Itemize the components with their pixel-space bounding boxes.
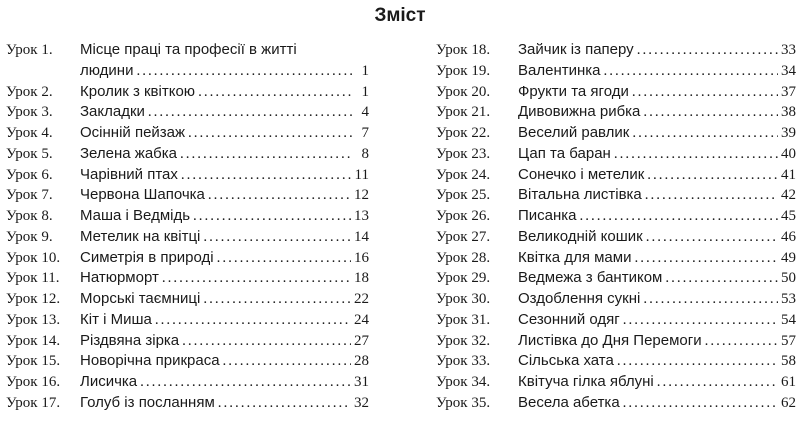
lesson-number: Урок 30. xyxy=(436,291,491,307)
dot-leader xyxy=(645,185,778,206)
page-number: 42 xyxy=(781,187,796,204)
dot-leader xyxy=(632,82,778,103)
dot-leader xyxy=(604,61,779,82)
dot-leader xyxy=(218,393,351,414)
page-number: 24 xyxy=(354,311,369,328)
toc-line xyxy=(518,61,796,82)
page-number: 39 xyxy=(781,125,796,141)
toc-line xyxy=(518,289,796,310)
toc-entry xyxy=(436,331,796,352)
page-number: 37 xyxy=(781,83,796,100)
lesson-number: Урок 12. xyxy=(6,291,61,307)
toc-entry xyxy=(436,248,796,269)
toc-entry xyxy=(436,206,796,227)
dot-leader xyxy=(136,61,352,82)
dot-leader xyxy=(148,102,352,123)
lesson-title: Ведмежа з бантиком xyxy=(518,269,663,287)
toc-entry xyxy=(436,185,796,206)
page-number: 61 xyxy=(781,374,796,390)
toc-line xyxy=(518,123,796,144)
toc-line xyxy=(80,61,369,82)
lesson-number: Урок 21. xyxy=(436,104,491,121)
toc-entry xyxy=(436,289,796,310)
toc-line xyxy=(518,102,796,123)
toc-entry-body xyxy=(518,40,796,61)
toc-entry xyxy=(6,206,369,227)
toc-column-right xyxy=(436,40,796,414)
dot-leader xyxy=(217,248,351,269)
dot-leader xyxy=(623,393,778,414)
toc-entry-body xyxy=(80,393,369,414)
toc-entry-body xyxy=(80,227,369,248)
lesson-title: Великодній кошик xyxy=(518,227,643,245)
page-number: 62 xyxy=(781,394,796,411)
dot-leader xyxy=(646,227,778,248)
toc-entry-body xyxy=(80,351,369,372)
lesson-number: Урок 14. xyxy=(6,332,61,349)
lesson-number: Урок 5. xyxy=(6,145,53,162)
toc-entry-body xyxy=(80,165,369,186)
toc-line xyxy=(80,268,369,289)
lesson-title: Сезонний одяг xyxy=(518,310,620,328)
toc-line xyxy=(80,351,369,372)
toc-line xyxy=(80,206,369,227)
toc-entry xyxy=(436,372,796,393)
toc-entry xyxy=(436,165,796,186)
lesson-number: Урок 2. xyxy=(6,83,53,100)
dot-leader xyxy=(193,206,351,227)
page-number: 49 xyxy=(781,249,796,266)
page-number: 7 xyxy=(361,125,369,141)
lesson-title: Писанка xyxy=(518,207,577,224)
toc-entry-body xyxy=(518,227,796,248)
toc-entry-body xyxy=(80,185,369,206)
lesson-number: Урок 13. xyxy=(6,311,61,328)
dot-leader xyxy=(643,289,778,310)
toc-entry xyxy=(436,227,796,248)
toc-entry xyxy=(6,123,369,144)
lesson-title: Фрукти та ягоди xyxy=(518,82,629,100)
toc-entry xyxy=(6,102,369,123)
lesson-number: Урок 29. xyxy=(436,270,491,287)
lesson-title: Осінній пейзаж xyxy=(80,124,186,141)
toc-entry xyxy=(6,393,369,414)
page-number: 50 xyxy=(781,270,796,287)
dot-leader xyxy=(182,331,351,352)
lesson-title: Кіт і Миша xyxy=(80,310,152,328)
toc-line xyxy=(80,331,369,352)
dot-leader xyxy=(657,372,778,393)
toc-line xyxy=(80,227,369,248)
lesson-number: Урок 34. xyxy=(436,374,491,390)
dot-leader xyxy=(617,351,778,372)
page-number: 14 xyxy=(354,228,369,245)
page-number: 41 xyxy=(781,166,796,183)
toc-entry-body xyxy=(80,40,369,82)
page-number: 54 xyxy=(781,311,796,328)
lesson-title: Дивовижна рибка xyxy=(518,103,641,121)
lesson-number: Урок 25. xyxy=(436,187,491,204)
dot-leader xyxy=(665,268,778,289)
toc-line xyxy=(518,206,796,227)
toc-line xyxy=(518,185,796,206)
lesson-title: Вітальна листівка xyxy=(518,186,642,204)
toc-entry xyxy=(6,310,369,331)
toc-line xyxy=(80,102,369,123)
lesson-title: Весела абетка xyxy=(518,393,620,411)
toc-line xyxy=(518,248,796,269)
toc-line xyxy=(518,268,796,289)
page-number: 16 xyxy=(354,249,369,266)
toc-entry-body xyxy=(518,185,796,206)
page-number: 18 xyxy=(354,270,369,287)
dot-leader xyxy=(180,144,352,165)
toc-entry xyxy=(6,165,369,186)
toc-line xyxy=(80,372,369,393)
lesson-title: Чарівний птах xyxy=(80,165,178,183)
dot-leader xyxy=(705,331,778,352)
lesson-number: Урок 28. xyxy=(436,249,491,266)
lesson-title: Голуб із посланням xyxy=(80,393,215,411)
toc-entry xyxy=(436,351,796,372)
page-number: 4 xyxy=(361,104,369,121)
toc-entry xyxy=(6,185,369,206)
page-number: 46 xyxy=(781,228,796,245)
lesson-number: Урок 6. xyxy=(6,166,53,183)
dot-leader xyxy=(140,372,351,393)
lesson-number: Урок 32. xyxy=(436,332,491,349)
toc-entry xyxy=(436,310,796,331)
dot-leader xyxy=(208,185,351,206)
page-number: 45 xyxy=(781,208,796,224)
toc-entry xyxy=(6,82,369,103)
page-number: 13 xyxy=(354,208,369,224)
lesson-number: Урок 4. xyxy=(6,125,53,141)
toc-entry-body xyxy=(518,393,796,414)
dot-leader xyxy=(203,289,351,310)
toc-entry xyxy=(436,268,796,289)
toc-entry xyxy=(6,372,369,393)
dot-leader xyxy=(623,310,778,331)
toc-line xyxy=(518,331,796,352)
toc-entry xyxy=(436,144,796,165)
toc-line xyxy=(80,310,369,331)
toc-line xyxy=(80,82,369,103)
toc-line xyxy=(80,289,369,310)
lesson-title: Цап та баран xyxy=(518,144,611,162)
dot-leader xyxy=(643,102,778,123)
toc-entry-body xyxy=(80,289,369,310)
lesson-title: Веселий равлик xyxy=(518,124,630,141)
toc-entry-body xyxy=(80,372,369,393)
dot-leader xyxy=(162,268,351,289)
lesson-number: Урок 18. xyxy=(436,42,491,58)
dot-leader xyxy=(632,123,778,144)
toc-entry xyxy=(6,248,369,269)
lesson-title: Квітка для мами xyxy=(518,248,632,266)
toc-entry-body xyxy=(80,123,369,144)
toc-entry-body xyxy=(518,165,796,186)
toc-line xyxy=(518,310,796,331)
lesson-title: Сонечко і метелик xyxy=(518,165,645,183)
toc-line xyxy=(80,393,369,414)
page-number: 12 xyxy=(354,187,369,204)
dot-leader xyxy=(198,82,352,103)
toc-entry-body xyxy=(518,144,796,165)
toc-line xyxy=(80,40,369,61)
lesson-number: Урок 27. xyxy=(436,228,491,245)
page-number: 1 xyxy=(361,83,369,100)
lesson-title: Сільська хата xyxy=(518,352,614,370)
lesson-number: Урок 10. xyxy=(6,249,61,266)
toc-entry xyxy=(6,40,369,82)
lesson-number: Урок 17. xyxy=(6,394,61,411)
page-title: Зміст xyxy=(374,5,426,26)
dot-leader xyxy=(637,40,778,61)
toc-column-left xyxy=(6,40,369,414)
lesson-title: Кролик з квіткою xyxy=(80,82,196,100)
lesson-title: Маша і Ведмідь xyxy=(80,207,191,224)
toc-entry xyxy=(6,144,369,165)
lesson-number: Урок 9. xyxy=(6,228,53,245)
dot-leader xyxy=(155,310,351,331)
lesson-number: Урок 16. xyxy=(6,374,61,390)
page-number: 53 xyxy=(781,291,796,307)
lesson-number: Урок 3. xyxy=(6,104,53,121)
toc-entry-body xyxy=(518,331,796,352)
lesson-number: Урок 7. xyxy=(6,187,53,204)
toc-entry xyxy=(436,82,796,103)
toc-entry xyxy=(436,102,796,123)
dot-leader xyxy=(580,206,778,227)
lesson-title: Місце праці та професії в житті xyxy=(80,41,297,58)
lesson-title: Закладки xyxy=(80,103,145,121)
toc-line xyxy=(518,144,796,165)
toc-line xyxy=(518,393,796,414)
page-number: 32 xyxy=(354,394,369,411)
toc-line xyxy=(80,248,369,269)
page-number: 57 xyxy=(781,332,796,349)
toc-entry-body xyxy=(80,331,369,352)
toc-entry-body xyxy=(80,268,369,289)
lesson-title: Лисичка xyxy=(80,373,138,390)
toc-entry-body xyxy=(518,289,796,310)
lesson-number: Урок 23. xyxy=(436,145,491,162)
dot-leader xyxy=(634,248,778,269)
lesson-number: Урок 19. xyxy=(436,62,491,79)
toc-line xyxy=(80,123,369,144)
toc-entry xyxy=(436,123,796,144)
lesson-number: Урок 22. xyxy=(436,125,491,141)
dot-leader xyxy=(188,123,352,144)
lesson-number: Урок 31. xyxy=(436,311,491,328)
toc-entry-body xyxy=(518,310,796,331)
toc-entry xyxy=(6,227,369,248)
lesson-number: Урок 33. xyxy=(436,353,491,370)
toc-entry-body xyxy=(518,82,796,103)
toc-entry-body xyxy=(80,144,369,165)
lesson-number: Урок 20. xyxy=(436,83,491,100)
toc-line xyxy=(80,185,369,206)
lesson-number: Урок 11. xyxy=(6,270,60,287)
page-number: 8 xyxy=(361,145,369,162)
toc-entry-body xyxy=(80,206,369,227)
lesson-title: Симетрія в природі xyxy=(80,248,214,266)
page-number: 58 xyxy=(781,353,796,370)
lesson-number: Урок 24. xyxy=(436,166,491,183)
lesson-title: Оздоблення сукні xyxy=(518,290,641,307)
dot-leader xyxy=(223,351,351,372)
toc-line xyxy=(518,372,796,393)
toc-entry xyxy=(6,351,369,372)
lesson-number: Урок 8. xyxy=(6,208,53,224)
toc-line xyxy=(518,40,796,61)
page-number: 28 xyxy=(354,353,369,370)
dot-leader xyxy=(181,165,352,186)
lesson-title: Різдвяна зірка xyxy=(80,331,180,349)
toc-entry-body xyxy=(518,206,796,227)
page-number: 38 xyxy=(781,104,796,121)
toc-entry-body xyxy=(518,248,796,269)
toc-entry xyxy=(6,268,369,289)
page-number: 34 xyxy=(781,62,796,79)
toc-entry xyxy=(436,61,796,82)
lesson-title: Натюрморт xyxy=(80,269,159,287)
page-number: 27 xyxy=(354,332,369,349)
lesson-title: Листівка до Дня Перемоги xyxy=(518,331,702,349)
toc-line xyxy=(80,165,369,186)
lesson-title: Зелена жабка xyxy=(80,144,177,162)
toc-entry xyxy=(6,289,369,310)
toc-entry xyxy=(436,40,796,61)
toc-entry-body xyxy=(518,268,796,289)
lesson-number: Урок 35. xyxy=(436,394,491,411)
toc-entry-body xyxy=(518,372,796,393)
dot-leader xyxy=(647,165,778,186)
toc-line xyxy=(518,82,796,103)
lesson-number: Урок 26. xyxy=(436,208,491,224)
lesson-title: Квітуча гілка яблуні xyxy=(518,373,654,390)
toc-entry-body xyxy=(80,248,369,269)
lesson-title: Новорічна прикраса xyxy=(80,352,220,370)
toc-entry-body xyxy=(80,102,369,123)
toc-entry-body xyxy=(80,82,369,103)
lesson-number: Урок 1. xyxy=(6,42,53,58)
toc-line xyxy=(518,165,796,186)
page-number: 1 xyxy=(361,62,369,79)
page-number: 11 xyxy=(354,166,369,183)
lesson-title: Валентинка xyxy=(518,61,601,79)
toc-entry-body xyxy=(518,102,796,123)
lesson-title: Червона Шапочка xyxy=(80,186,205,204)
toc-line xyxy=(80,144,369,165)
toc-entry xyxy=(6,331,369,352)
page-number: 40 xyxy=(781,145,796,162)
lesson-number: Урок 15. xyxy=(6,353,61,370)
dot-leader xyxy=(203,227,351,248)
lesson-title: Зайчик із паперу xyxy=(518,41,634,58)
lesson-title: Морські таємниці xyxy=(80,290,201,307)
page-number: 22 xyxy=(354,291,369,307)
toc-entry xyxy=(436,393,796,414)
lesson-title: Метелик на квітці xyxy=(80,227,201,245)
toc-entry-body xyxy=(518,351,796,372)
lesson-title-continued: людини xyxy=(80,61,134,79)
page-number: 33 xyxy=(781,42,796,58)
page-number: 31 xyxy=(354,374,369,390)
toc-line xyxy=(518,227,796,248)
toc-entry-body xyxy=(518,123,796,144)
toc-entry-body xyxy=(80,310,369,331)
toc-line xyxy=(518,351,796,372)
dot-leader xyxy=(614,144,778,165)
toc-entry-body xyxy=(518,61,796,82)
